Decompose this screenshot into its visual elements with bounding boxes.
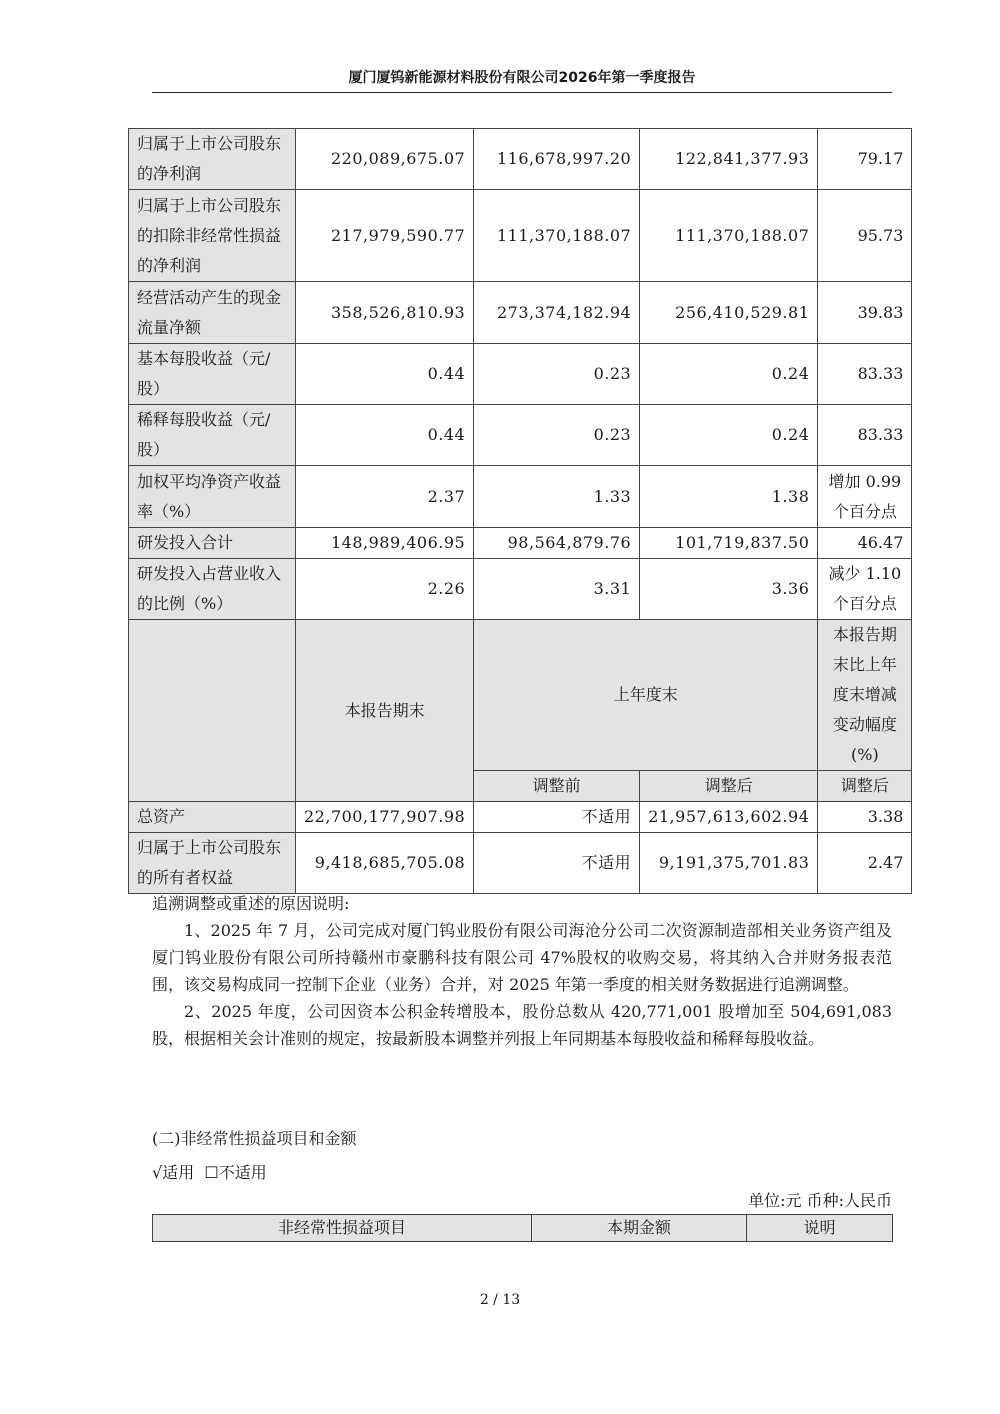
current-value: 2.26	[296, 559, 474, 620]
prev-after-value: 9,191,375,701.83	[640, 833, 818, 894]
prev-after-value: 256,410,529.81	[640, 282, 818, 344]
prev-before-value: 3.31	[474, 559, 640, 620]
change-value: 83.33	[818, 344, 912, 405]
check-icon: √	[152, 1163, 163, 1182]
row-label: 归属于上市公司股东的净利润	[129, 129, 296, 190]
not-applicable-label: 不适用	[218, 1163, 267, 1182]
unit-currency-label: 单位:元 币种:人民币	[748, 1191, 892, 1210]
prev-after-value: 111,370,188.07	[640, 190, 818, 282]
table-row	[129, 129, 912, 190]
report-header: 厦门厦钨新能源材料股份有限公司2026年第一季度报告	[152, 66, 892, 93]
prev-after-value: 122,841,377.93	[640, 129, 818, 190]
applicable-label: 适用	[162, 1163, 195, 1182]
row-label: 归属于上市公司股东的所有者权益	[129, 833, 296, 894]
prev-before-value: 116,678,997.20	[474, 129, 640, 190]
table-row	[129, 559, 912, 620]
current-value: 0.44	[296, 405, 474, 466]
row-label: 归属于上市公司股东的扣除非经常性损益的净利润	[129, 190, 296, 282]
table-row	[129, 190, 912, 282]
change-value: 46.47	[818, 528, 912, 559]
non-recurring-items-table	[152, 1214, 893, 1242]
change-after-header: 调整后	[818, 771, 912, 802]
financial-data-table	[128, 128, 912, 894]
prev-before-value: 111,370,188.07	[474, 190, 640, 282]
page-number: 2 / 13	[479, 1292, 521, 1308]
prev-after-value: 0.24	[640, 405, 818, 466]
table-row	[129, 405, 912, 466]
current-value: 0.44	[296, 344, 474, 405]
change-rate-header: 本报告期末比上年度末增减变动幅度(%)	[818, 620, 912, 771]
current-value: 2.37	[296, 466, 474, 528]
notes-title: 追溯调整或重述的原因说明:	[152, 894, 350, 913]
amount-column-header: 本期金额	[532, 1215, 747, 1242]
change-value: 79.17	[818, 129, 912, 190]
change-value: 3.38	[818, 802, 912, 833]
prev-after-value: 21,957,613,602.94	[640, 802, 818, 833]
current-value: 217,979,590.77	[296, 190, 474, 282]
after-adjust-header: 调整后	[640, 771, 818, 802]
applicability-options	[152, 1160, 267, 1183]
change-value: 83.33	[818, 405, 912, 466]
row-label: 研发投入合计	[129, 528, 296, 559]
prev-before-value: 98,564,879.76	[474, 528, 640, 559]
before-adjust-header: 调整前	[474, 771, 640, 802]
prev-before-value: 0.23	[474, 344, 640, 405]
prev-before-value: 0.23	[474, 405, 640, 466]
prev-before-value: 273,374,182.94	[474, 282, 640, 344]
prev-after-value: 101,719,837.50	[640, 528, 818, 559]
change-value: 95.73	[818, 190, 912, 282]
change-value: 减少 1.10 个百分点	[818, 559, 912, 620]
row-label: 经营活动产生的现金流量净额	[129, 282, 296, 344]
table-header-row	[153, 1215, 893, 1242]
row-label: 稀释每股收益（元/股）	[129, 405, 296, 466]
prev-after-value: 0.24	[640, 344, 818, 405]
row-label: 基本每股收益（元/股）	[129, 344, 296, 405]
current-value: 358,526,810.93	[296, 282, 474, 344]
header-blank-cell	[129, 620, 296, 802]
row-label: 总资产	[129, 802, 296, 833]
current-period-end-header: 本报告期末	[296, 620, 474, 802]
table-row	[129, 466, 912, 528]
change-value: 2.47	[818, 833, 912, 894]
table-row	[129, 802, 912, 833]
prev-before-value: 不适用	[474, 833, 640, 894]
table-row	[129, 282, 912, 344]
row-label: 加权平均净资产收益率（%）	[129, 466, 296, 528]
prior-year-end-header: 上年度末	[474, 620, 818, 771]
adjustment-notes	[152, 890, 892, 1052]
row-label: 研发投入占营业收入的比例（%）	[129, 559, 296, 620]
period-header-row	[129, 620, 912, 771]
item-column-header: 非经常性损益项目	[153, 1215, 532, 1242]
prev-before-value: 1.33	[474, 466, 640, 528]
current-value: 220,089,675.07	[296, 129, 474, 190]
current-value: 22,700,177,907.98	[296, 802, 474, 833]
change-value: 39.83	[818, 282, 912, 344]
table-row	[129, 344, 912, 405]
notes-paragraph-2: 2、2025 年度，公司因资本公积金转增股本，股份总数从 420,771,001 股增加至 504,691,083 股，根据相关会计准则的规定，按最新股本调整并列报上年同期基本每股收益和稀释每股收益。	[152, 1002, 892, 1048]
current-value: 148,989,406.95	[296, 528, 474, 559]
table-row	[129, 528, 912, 559]
notes-paragraph-1: 1、2025 年 7 月，公司完成对厦门钨业股份有限公司海沧分公司二次资源制造部相关业务资产组及厦门钨业股份有限公司所持赣州市豪鹏科技有限公司 47%股权的收购交易，将其纳入合并财务报表范围，该交易构成同一控制下企业（业务）合并，对 2025 年第一季度的相关财务数据进行追溯调整。	[152, 921, 892, 994]
checkbox-empty-icon: ☐	[204, 1163, 219, 1182]
prev-after-value: 1.38	[640, 466, 818, 528]
section-title: (二)非经常性损益项目和金额	[152, 1129, 357, 1148]
description-column-header: 说明	[747, 1215, 893, 1242]
prev-after-value: 3.36	[640, 559, 818, 620]
current-value: 9,418,685,705.08	[296, 833, 474, 894]
change-value: 增加 0.99 个百分点	[818, 466, 912, 528]
prev-before-value: 不适用	[474, 802, 640, 833]
table-row	[129, 833, 912, 894]
